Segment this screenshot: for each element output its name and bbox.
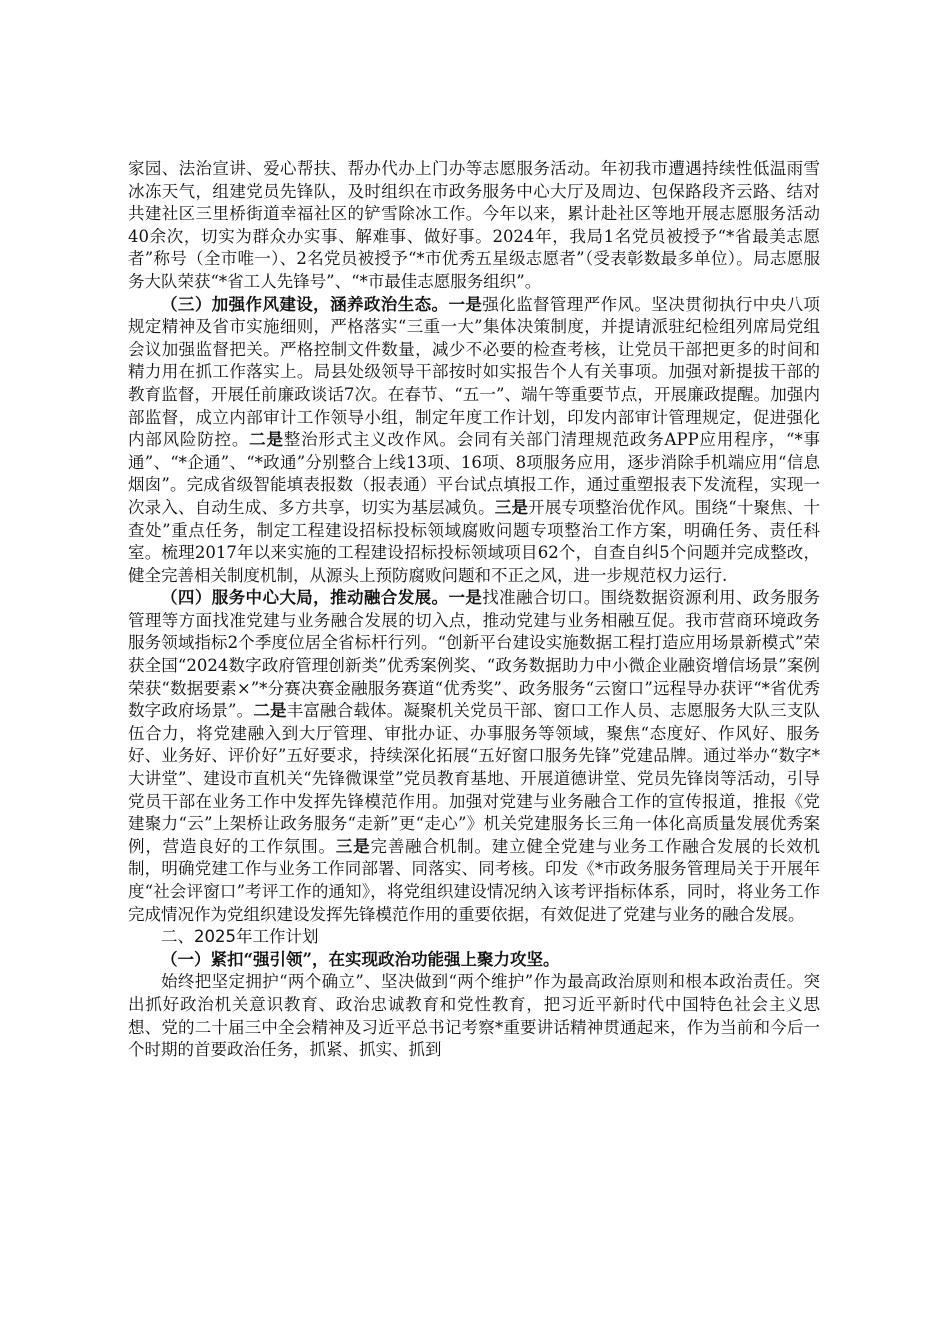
run: （三）加强作风建设，涵养政治生态。 <box>161 294 449 314</box>
paragraph-integration <box>128 587 820 926</box>
run: 三是 <box>494 497 529 517</box>
paragraph-work-style <box>128 294 820 588</box>
run: 二是 <box>249 430 284 450</box>
run: 找准融合切口。围绕数据资源利用、政务服务管理等方面找准党建与业务融合发展的切入点，推动党建与业务相融互促。我市营商环境政务服务领域指标2个季度位居全省标杆行列。“创新平台建设实施数据工程打造应用场景新模式”荣获全国“2024数字政府管理创新类”优秀案例奖、“政务数据助力中小微企业融资增信场景”案例荣获“数据要素×”*分赛决赛金融服务赛道“优秀奖”、政务服务“云窗口”远程导办获评“*省优秀数字政府场景”。 <box>128 588 821 721</box>
run: 三是 <box>335 836 371 856</box>
run: 一是 <box>448 294 483 314</box>
run: 完善融合机制。建立健全党建与业务工作融合发展的长效机制，明确党建工作与业务工作同部署、同落实、同考核。印发《*市政务服务管理局关于开展年度“社会评窗口”考评工作的通知》，将党组织建设情况纳入该考评指标体系，同时，将业务工作完成情况作为党组织建设发挥先锋模范作用的重要依据，有效促进了党建与业务的融合发展。 <box>128 836 821 924</box>
run: （四）服务中心大局，推动融合发展。 <box>161 588 449 608</box>
paragraph-political-principle: 始终把坚定拥护“两个确立”、坚决做到“两个维护”作为最高政治原则和根本政治责任。突出抓好政治机关意识教育、政治忠诚教育和党性教育，把习近平新时代中国特色社会主义思想、党的二十届三中全会精神及习近平总书记考察*重要讲话精神贯通起来，作为当前和今后一个时期的首要政治任务，抓紧、抓实、抓到 <box>128 972 820 1060</box>
document-page <box>128 158 820 1062</box>
section-heading-2025-plan: 二、2025年工作计划 <box>161 927 319 947</box>
run: 丰富融合载体。凝聚机关党员干部、窗口工作人员、志愿服务大队三支队伍合力，将党建融入到大厅管理、审批办证、办事服务等领域，聚焦“态度好、作风好、服务好、业务好、评价好”五好要求，持续深化拓展“五好窗口服务先锋”党建品牌。通过举办“数字*大讲堂”、建设市直机关“先锋微课堂”党员教育基地、开展道德讲堂、党员先锋岗等活动，引导党员干部在业务工作中发挥先锋模范作用。加强对党建与业务融合工作的宣传报道，推报《党建聚力“云”上架桥让政务服务“走新”更“走心”》机关党建服务长三角一体化高质量发展优秀案例，营造良好的工作氛围。 <box>128 701 821 856</box>
run: 强化监督管理严作风。坚决贯彻执行中央八项规定精神及省市实施细则，严格落实“三重一大”集体决策制度，并提请派驻纪检组列席局党组会议加强监督把关。严格控制文件数量，减少不必要的检查考核，让党员干部把更多的时间和精力用在抓工作落实上。局县处级领导干部按时如实报告个人有关事项。加强对新提拔干部的教育监督，开展任前廉政谈话7次。在春节、“五一”、端午等重要节点，开展廉政提醒。加强内部监督，成立内部审计工作领导小组，制定年度工作计划，印发内部审计管理规定，促进强化内部风险防控。 <box>128 294 821 450</box>
run: 一是 <box>448 588 483 608</box>
subsection-heading-guidance: （一）紧扣“强引领”，在实现政治功能强上聚力攻坚。 <box>161 949 560 969</box>
paragraph-volunteer-service: 家园、法治宣讲、爱心帮扶、帮办代办上门办等志愿服务活动。年初我市遭遇持续性低温雨雪冰冻天气，组建党员先锋队，及时组织在市政务服务中心大厅及周边、包保路段齐云路、结对共建社区三里桥街道幸福社区的铲雪除冰工作。今年以来，累计赴社区等地开展志愿服务活动40余次，切实为群众办实事、解难事、做好事。2024年，我局1名党员被授予“*省最美志愿者”称号（全市唯一）、2名党员被授予“*市优秀五星级志愿者”（受表彰数最多单位）。局志愿服务大队荣获“*省工人先锋号”、“*市最佳志愿服务组织”。 <box>128 159 820 291</box>
run: 二是 <box>253 701 287 721</box>
run: 开展专项整治优作风。围绕“十聚焦、十查处”重点任务，制定工程建设招标投标领域腐败问题专项整治工作方案，明确任务、责任科室。梳理2017年以来实施的工程建设招标投标领域项目62个，自查自纠5个问题并完成整改，健全完善相关制度机制，从源头上预防腐败问题和不正之风，进一步规范权力运行. <box>128 497 821 585</box>
run: 整治形式主义改作风。会同有关部门清理规范政务APP应用程序，“*事通”、“*企通”、“*政通”分别整合上线13项、16项、8项服务应用，逐步消除手机端应用“信息烟囱”。完成省级智能填表报数（报表通）平台试点填报工作，通过重塑报表下发流程，实现一次录入、自动生成、多方共享，切实为基层减负。 <box>128 430 821 517</box>
